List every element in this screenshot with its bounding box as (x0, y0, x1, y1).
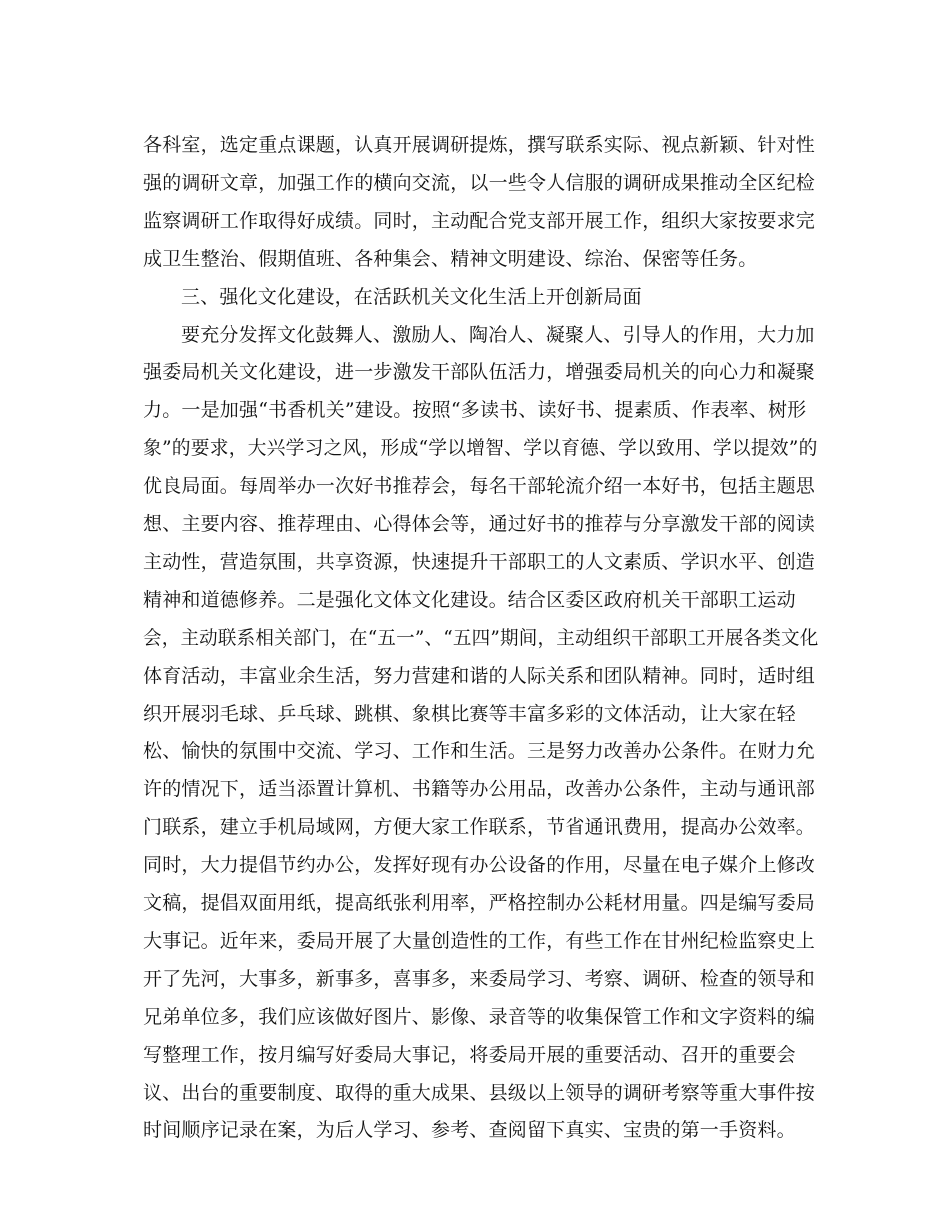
text-line: 许的情况下，适当添置计算机、书籍等办公用品，改善办公条件，主动与通讯部 (143, 778, 816, 801)
text-line: 想、主要内容、推荐理由、心得体会等，通过好书的推荐与分享激发干部的阅读 (143, 513, 816, 535)
text-line: 松、愉快的氛围中交流、学习、工作和生活。三是努力改善办公条件。在财力允 (143, 740, 816, 763)
text-line: 监察调研工作取得好成绩。同时，主动配合党支部开展工作，组织大家按要求完 (143, 209, 816, 232)
text-line: 主动性，营造氛围，共享资源，快速提升干部职工的人文素质、学识水平、创造 (143, 550, 816, 573)
text-line: 会，主动联系相关部门，在“五一”、“五四”期间，主动组织干部职工开展各类文化 (143, 626, 819, 649)
text-line: 象”的要求，大兴学习之风，形成“学以增智、学以育德、学以致用、学以提效”的 (143, 437, 818, 460)
paragraph-first-line: 要充分发挥文化鼓舞人、激励人、陶冶人、凝聚人、引导人的作用，大力加 (181, 323, 815, 346)
text-line: 兄弟单位多，我们应该做好图片、影像、录音等的收集保管工作和文字资料的编 (143, 1005, 816, 1028)
text-line: 同时，大力提倡节约办公，发挥好现有办公设备的作用，尽量在电子媒介上修改 (143, 854, 816, 877)
text-line: 优良局面。每周举办一次好书推荐会，每名干部轮流介绍一本好书，包括主题思 (143, 475, 816, 498)
text-line: 文稿，提倡双面用纸，提高纸张利用率，严格控制办公耗材用量。四是编写委局 (143, 892, 816, 914)
text-line: 力。一是加强“书香机关”建设。按照“多读书、读好书、提素质、作表率、树形 (143, 399, 807, 422)
text-line: 门联系，建立手机局域网，方便大家工作联系，节省通讯费用，提高办公效率。 (143, 816, 816, 839)
text-line: 强的调研文章，加强工作的横向交流，以一些令人信服的调研成果推动全区纪检 (143, 171, 816, 194)
text-line: 织开展羽毛球、乒乓球、跳棋、象棋比赛等丰富多彩的文体活动，让大家在轻 (143, 702, 796, 725)
text-line: 大事记。近年来，委局开展了大量创造性的工作，有些工作在甘州纪检监察史上 (143, 929, 816, 952)
text-line: 各科室，选定重点课题，认真开展调研提炼，撰写联系实际、视点新颖、针对性 (143, 134, 816, 156)
text-line: 议、出台的重要制度、取得的重大成果、县级以上领导的调研考察等重大事件按 (143, 1081, 816, 1104)
paragraph-first-line: 三、强化文化建设，在活跃机关文化生活上开创新局面 (181, 285, 642, 308)
text-line: 强委局机关文化建设，进一步激发干部队伍活力，增强委局机关的向心力和凝聚 (143, 361, 816, 384)
text-line: 开了先河，大事多，新事多，喜事多，来委局学习、考察、调研、检查的领导和 (143, 967, 816, 990)
text-line: 精神和道德修养。二是强化文体文化建设。结合区委区政府机关干部职工运动 (143, 588, 796, 611)
text-line: 写整理工作，按月编写好委局大事记，将委局开展的重要活动、召开的重要会 (143, 1043, 796, 1066)
text-line: 成卫生整治、假期值班、各种集会、精神文明建设、综治、保密等任务。 (143, 247, 758, 270)
text-line: 时间顺序记录在案，为后人学习、参考、查阅留下真实、宝贵的第一手资料。 (143, 1119, 796, 1142)
text-line: 体育活动，丰富业余生活，努力营建和谐的人际关系和团队精神。同时，适时组 (143, 664, 816, 687)
